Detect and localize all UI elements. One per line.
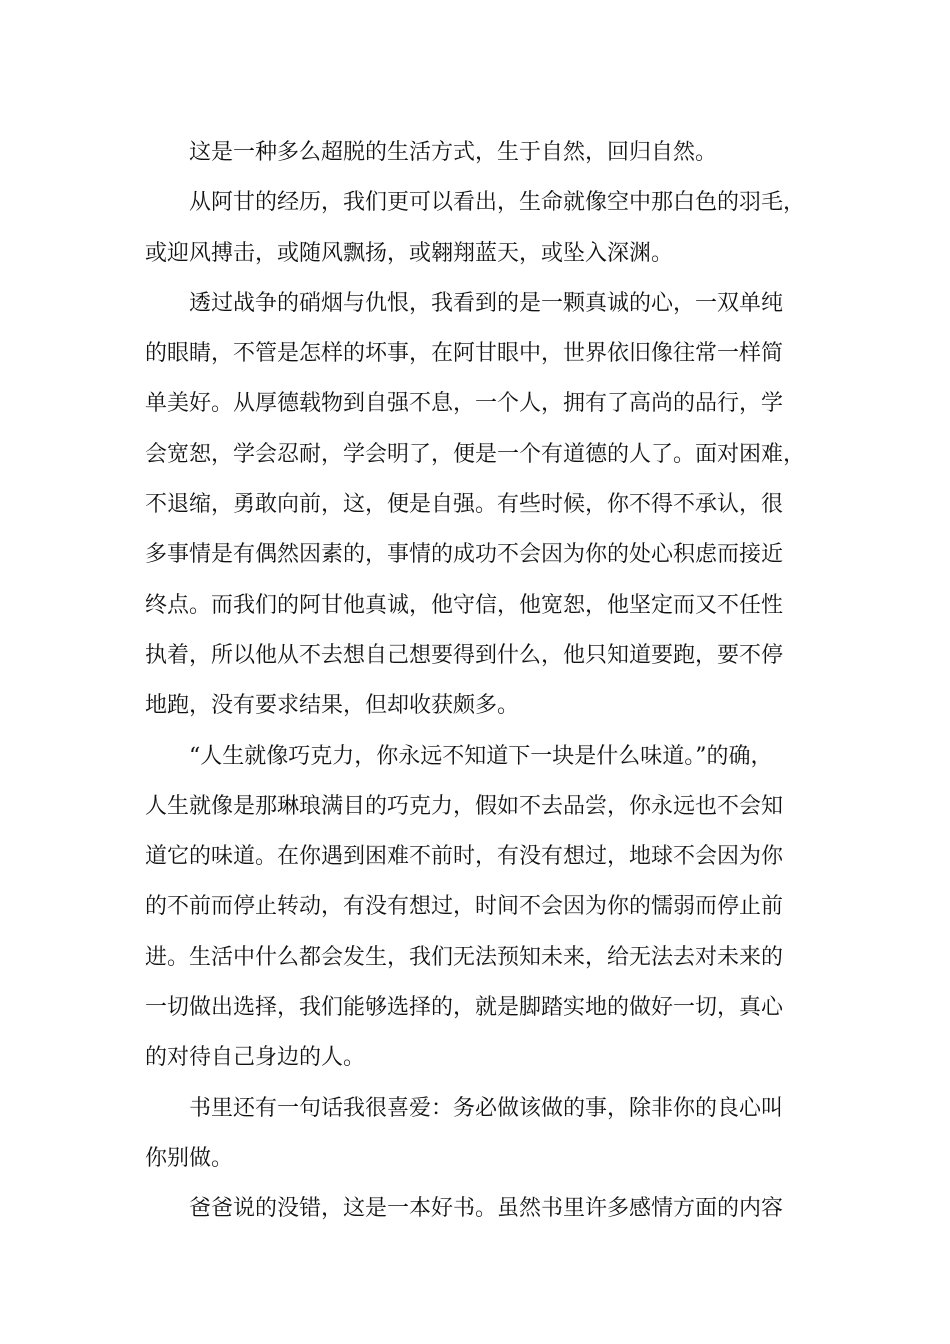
text-line: 进。生活中什么都会发生，我们无法预知未来，给无法去对未来的 bbox=[145, 944, 784, 970]
text-line: 多事情是有偶然因素的，事情的成功不会因为你的处心积虑而接近 bbox=[145, 542, 784, 568]
text-line: 的对待自己身边的人。 bbox=[145, 1045, 366, 1071]
text-line: 爸爸说的没错，这是一本好书。虽然书里许多感情方面的内容 bbox=[189, 1196, 784, 1222]
text-line: 会宽恕，学会忍耐，学会明了，便是一个有道德的人了。面对困难， bbox=[145, 441, 806, 467]
text-line: 透过战争的硝烟与仇恨，我看到的是一颗真诚的心，一双单纯 bbox=[189, 290, 784, 316]
text-line: 这是一种多么超脱的生活方式，生于自然，回归自然。 bbox=[189, 140, 718, 165]
text-line: 从阿甘的经历，我们更可以看出，生命就像空中那白色的羽毛， bbox=[189, 190, 806, 216]
body-text bbox=[145, 128, 825, 1235]
text-line: 单美好。从厚德载物到自强不息，一个人，拥有了高尚的品行，学 bbox=[145, 391, 784, 417]
text-line: 执着，所以他从不去想自己想要得到什么，他只知道要跑，要不停 bbox=[145, 642, 784, 668]
text-line: 终点。而我们的阿甘他真诚，他守信，他宽恕，他坚定而又不任性 bbox=[145, 592, 784, 618]
text-line: 一切做出选择，我们能够选择的，就是脚踏实地的做好一切，真心 bbox=[145, 995, 784, 1021]
text-line: 道它的味道。在你遇到困难不前时，有没有想过，地球不会因为你 bbox=[145, 844, 784, 870]
text-line: 书里还有一句话我很喜爱：务必做该做的事，除非你的良心叫 bbox=[189, 1095, 784, 1121]
text-line: 不退缩，勇敢向前，这，便是自强。有些时候，你不得不承认，很 bbox=[145, 492, 784, 518]
text-line: 的不前而停止转动，有没有想过，时间不会因为你的懦弱而停止前 bbox=[145, 894, 784, 920]
text-line: 地跑，没有要求结果，但却收获颇多。 bbox=[145, 693, 520, 719]
text-line: 人生就像是那琳琅满目的巧克力，假如不去品尝，你永远也不会知 bbox=[145, 793, 784, 819]
text-line: 的眼睛，不管是怎样的坏事，在阿甘眼中，世界依旧像往常一样简 bbox=[145, 341, 784, 367]
text-line: 你别做。 bbox=[145, 1145, 234, 1171]
text-line: 或迎风搏击，或随风飘扬，或翱翔蓝天，或坠入深渊。 bbox=[145, 240, 674, 266]
text-line: “人生就像巧克力，你永远不知道下一块是什么味道。”的确， bbox=[189, 743, 773, 769]
